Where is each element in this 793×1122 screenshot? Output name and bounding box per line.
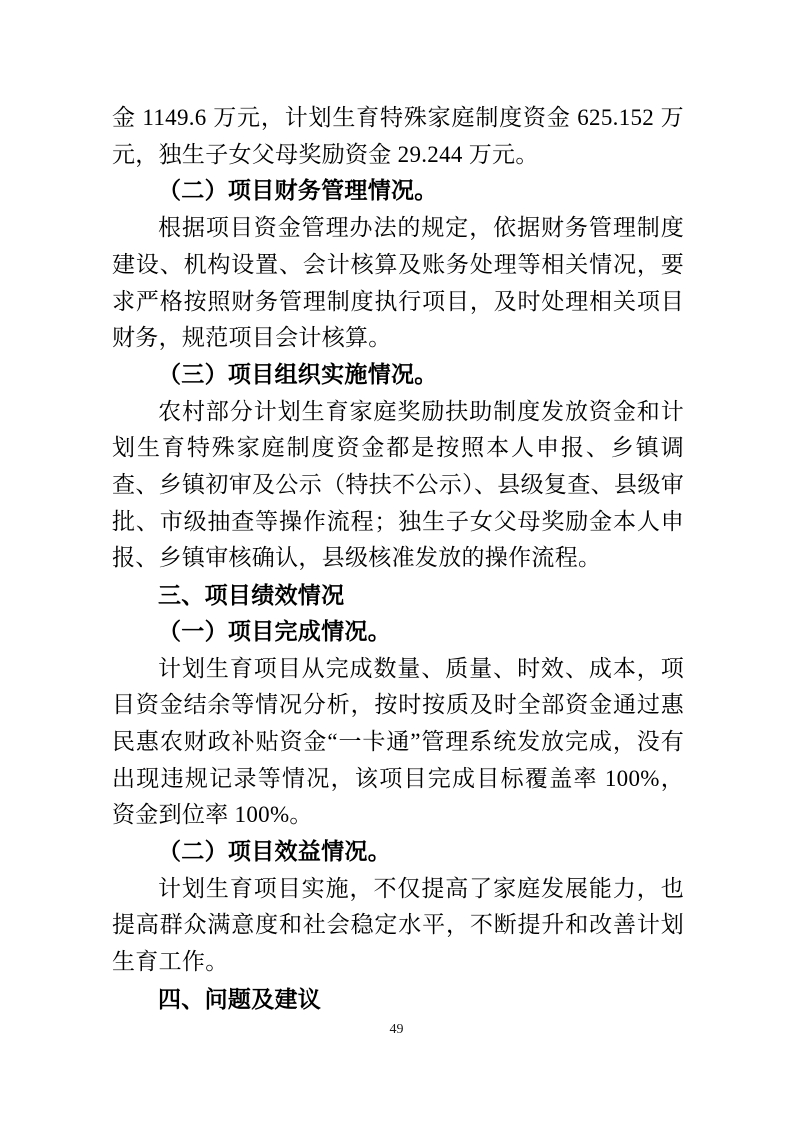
heading-section-three-performance: 三、项目绩效情况 xyxy=(158,582,345,609)
paragraph-project-benefit: 计划生育项目实施，不仅提高了家庭发展能力，也提高群众满意度和社会稳定水平，不断提升和改善计划生育工作。 xyxy=(112,875,684,975)
paragraph-organization-implementation: 农村部分计划生育家庭奖励扶助制度发放资金和计划生育特殊家庭制度资金都是按照本人申报、乡镇调查、乡镇初审及公示（特扶不公示）、县级复查、县级审批、市级抽查等操作流程；独生子女父母奖励金本人申报、乡镇审核确认，县级核准发放的操作流程。 xyxy=(112,398,684,571)
paragraph-project-completion: 计划生育项目从完成数量、质量、时效、成本，项目资金结余等情况分析，按时按质及时全部资金通过惠民惠农财政补贴资金“一卡通”管理系统发放完成，没有出现违规记录等情况，该项目完成目标覆盖率 100%，资金到位率 100%。 xyxy=(112,655,684,828)
heading-project-financial-management: （二）项目财务管理情况。 xyxy=(158,178,438,204)
heading-project-benefit: （二）项目效益情况。 xyxy=(158,839,391,865)
heading-project-completion: （一）项目完成情况。 xyxy=(158,618,391,644)
page-number: 49 xyxy=(389,1022,404,1037)
heading-project-organization-implementation: （三）项目组织实施情况。 xyxy=(158,361,438,387)
document-body xyxy=(112,100,684,1018)
paragraph-fund-amounts: 金 1149.6 万元，计划生育特殊家庭制度资金 625.152 万元，独生子女父母奖励资金 29.244 万元。 xyxy=(112,105,684,167)
paragraph-financial-management: 根据项目资金管理办法的规定，依据财务管理制度建设、机构设置、会计核算及账务处理等相关情况，要求严格按照财务管理制度执行项目，及时处理相关项目财务，规范项目会计核算。 xyxy=(112,215,684,351)
heading-section-four-problems-suggestions: 四、问题及建议 xyxy=(158,985,322,1012)
